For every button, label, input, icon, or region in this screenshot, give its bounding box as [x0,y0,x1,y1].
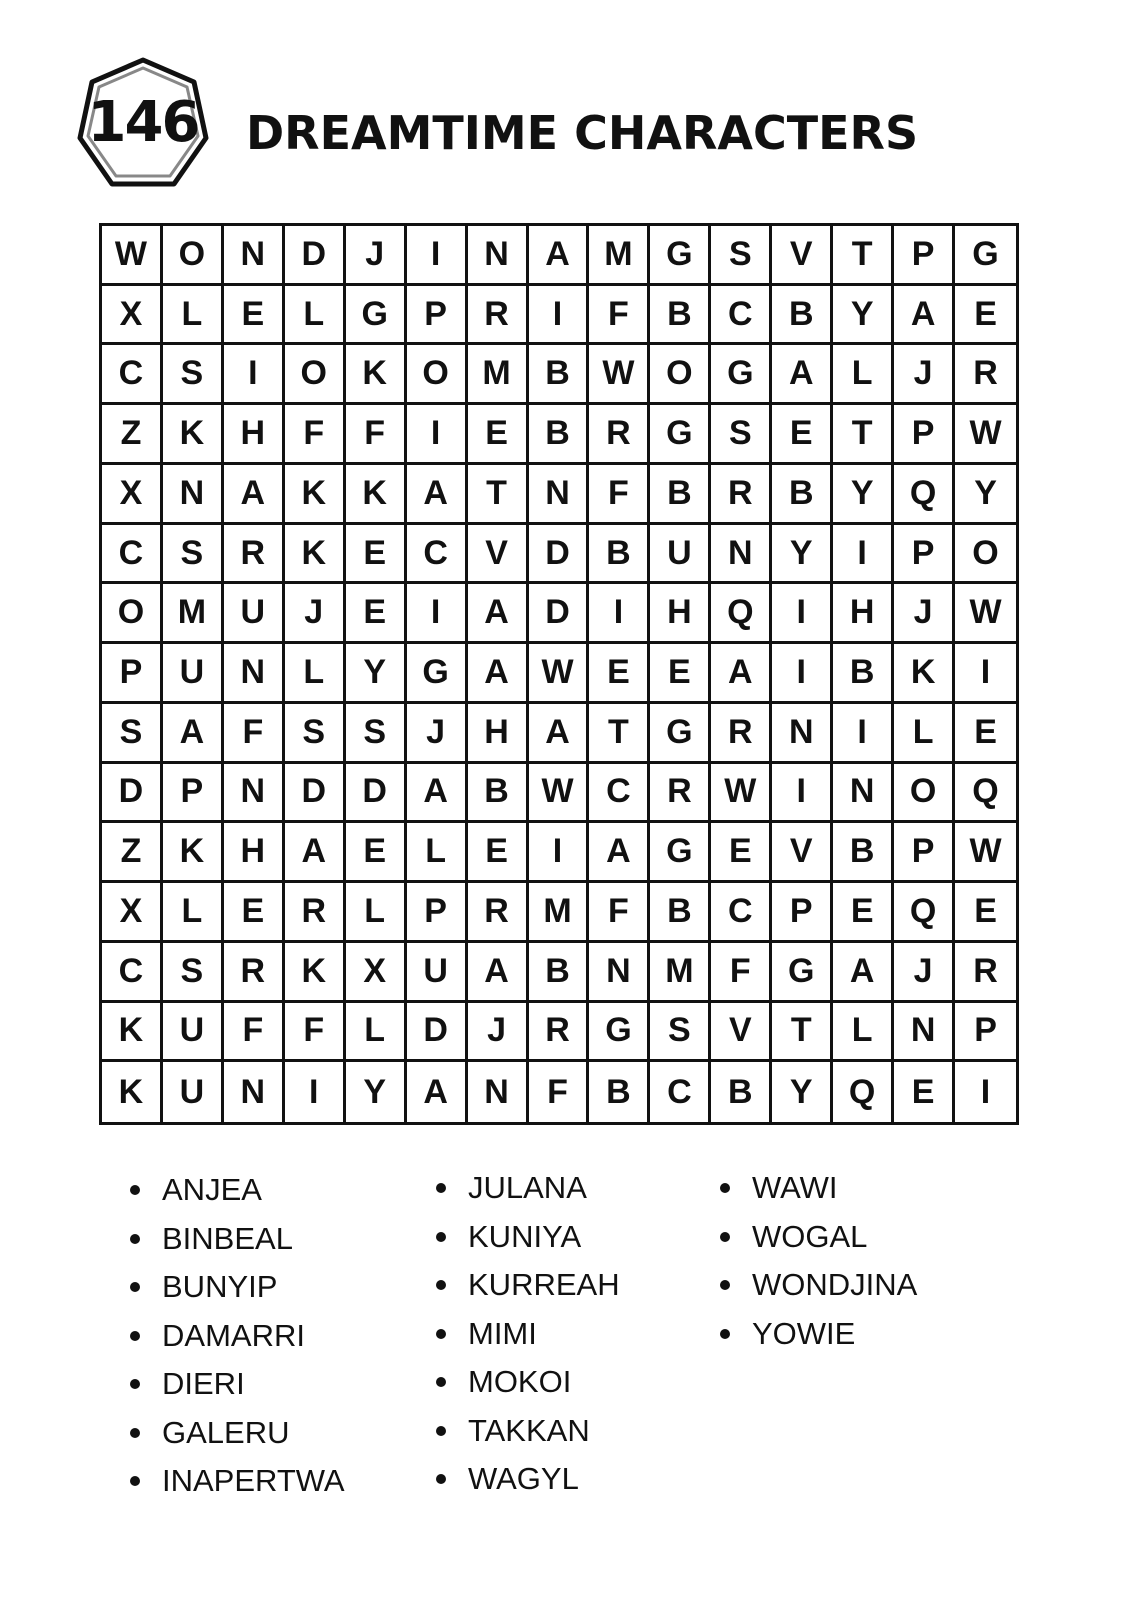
grid-cell[interactable]: E [955,883,1016,943]
bullet-icon [130,1234,140,1244]
puzzle-number: 146 [87,90,199,155]
grid-cell[interactable]: R [955,943,1016,1003]
grid-cell[interactable]: I [589,584,650,644]
grid-cell[interactable]: B [650,883,711,943]
grid-cell[interactable]: K [285,525,346,585]
grid-cell[interactable]: J [468,1003,529,1063]
bullet-icon [720,1280,730,1290]
grid-cell[interactable]: J [285,584,346,644]
grid-cell[interactable]: X [346,943,407,1003]
grid-cell[interactable]: D [529,584,590,644]
grid-cell[interactable]: A [163,704,224,764]
grid-cell[interactable]: N [589,943,650,1003]
word-list-item [432,1261,620,1310]
grid-cell[interactable]: A [224,465,285,525]
grid-cell[interactable]: B [589,1062,650,1122]
grid-cell[interactable]: Q [955,764,1016,824]
bullet-icon [130,1476,140,1486]
grid-cell[interactable]: A [529,704,590,764]
grid-cell[interactable]: G [346,286,407,346]
grid-cell[interactable]: M [468,345,529,405]
grid-cell[interactable]: V [772,226,833,286]
grid-cell[interactable]: Y [955,465,1016,525]
word-label: KUNIYA [468,1218,582,1254]
grid-cell[interactable]: M [650,943,711,1003]
grid-cell[interactable]: I [407,226,468,286]
grid-cell[interactable]: P [955,1003,1016,1063]
grid-cell[interactable]: Q [833,1062,894,1122]
grid-cell[interactable]: H [833,584,894,644]
grid-cell[interactable]: Y [772,525,833,585]
word-list-item [126,1360,345,1409]
grid-cell[interactable]: L [163,883,224,943]
grid-cell[interactable]: Y [346,1062,407,1122]
grid-cell[interactable]: I [407,584,468,644]
grid-cell[interactable]: G [772,943,833,1003]
grid-cell[interactable]: R [955,345,1016,405]
grid-cell[interactable]: J [894,584,955,644]
grid-cell[interactable]: E [224,883,285,943]
grid-cell[interactable]: E [346,584,407,644]
word-list-item [126,1409,345,1458]
grid-cell[interactable]: A [407,1062,468,1122]
bullet-icon [436,1474,446,1484]
grid-cell[interactable]: K [346,465,407,525]
grid-cell[interactable]: W [529,644,590,704]
grid-cell[interactable]: K [285,943,346,1003]
grid-cell[interactable]: V [468,525,529,585]
grid-cell[interactable]: F [285,405,346,465]
grid-cell[interactable]: K [894,644,955,704]
grid-cell[interactable]: O [163,226,224,286]
grid-cell[interactable]: P [407,883,468,943]
grid-cell[interactable]: G [711,345,772,405]
grid-cell[interactable]: D [407,1003,468,1063]
grid-cell[interactable]: B [529,943,590,1003]
grid-cell[interactable]: X [102,883,163,943]
grid-cell[interactable]: N [163,465,224,525]
grid-cell[interactable]: V [711,1003,772,1063]
grid-cell[interactable]: O [407,345,468,405]
bullet-icon [130,1379,140,1389]
bullet-icon [130,1331,140,1341]
grid-cell[interactable]: F [285,1003,346,1063]
word-search-grid [99,223,1019,1125]
grid-cell[interactable]: W [955,584,1016,644]
grid-cell[interactable]: C [711,286,772,346]
grid-cell[interactable]: T [772,1003,833,1063]
word-list [126,1166,1026,1506]
grid-cell[interactable]: I [224,345,285,405]
grid-cell[interactable]: R [529,1003,590,1063]
grid-cell[interactable]: Z [102,405,163,465]
grid-cell[interactable]: P [894,405,955,465]
grid-cell[interactable]: P [894,525,955,585]
grid-cell[interactable]: S [711,226,772,286]
grid-cell[interactable]: N [711,525,772,585]
word-list-item [126,1457,345,1506]
grid-cell[interactable]: J [346,226,407,286]
bullet-icon [720,1329,730,1339]
word-label: INAPERTWA [162,1463,345,1499]
word-list-item [432,1310,620,1359]
word-label: WAGYL [468,1461,579,1497]
grid-cell[interactable]: E [650,644,711,704]
grid-cell[interactable]: B [833,644,894,704]
bullet-icon [130,1185,140,1195]
grid-cell[interactable]: E [589,644,650,704]
grid-cell[interactable]: T [589,704,650,764]
grid-cell[interactable]: G [650,704,711,764]
puzzle-number-badge [76,56,210,194]
grid-cell[interactable]: L [163,286,224,346]
grid-cell[interactable]: E [346,823,407,883]
grid-cell[interactable]: H [224,405,285,465]
bullet-icon [130,1428,140,1438]
word-label: GALERU [162,1414,290,1450]
grid-cell[interactable]: P [102,644,163,704]
puzzle-title: DREAMTIME CHARACTERS [246,106,919,160]
grid-cell[interactable]: O [650,345,711,405]
grid-cell[interactable]: G [589,1003,650,1063]
word-label: WOGAL [752,1218,868,1254]
grid-cell[interactable]: E [955,286,1016,346]
grid-cell[interactable]: C [102,345,163,405]
word-list-item [432,1358,620,1407]
word-label: KURREAH [468,1267,620,1303]
grid-cell[interactable]: B [772,286,833,346]
grid-cell[interactable]: R [468,286,529,346]
grid-cell[interactable]: B [650,286,711,346]
grid-cell[interactable]: U [224,584,285,644]
grid-cell[interactable]: R [589,405,650,465]
grid-cell[interactable]: A [529,226,590,286]
grid-cell[interactable]: W [711,764,772,824]
grid-cell[interactable]: S [711,405,772,465]
grid-cell[interactable]: W [589,345,650,405]
grid-cell[interactable]: I [529,286,590,346]
grid-cell[interactable]: Y [346,644,407,704]
grid-cell[interactable]: E [468,405,529,465]
word-label: MIMI [468,1315,537,1351]
grid-cell[interactable]: L [285,644,346,704]
grid-cell[interactable]: F [346,405,407,465]
grid-cell[interactable]: U [407,943,468,1003]
grid-cell[interactable]: A [833,943,894,1003]
grid-cell[interactable]: S [163,345,224,405]
grid-cell[interactable]: N [529,465,590,525]
grid-cell[interactable]: L [346,883,407,943]
grid-cell[interactable]: L [894,704,955,764]
grid-cell[interactable]: U [163,1062,224,1122]
grid-cell[interactable]: R [650,764,711,824]
grid-cell[interactable]: H [650,584,711,644]
grid-cell[interactable]: F [589,883,650,943]
grid-cell[interactable]: A [772,345,833,405]
word-list-column-2 [432,1164,620,1504]
grid-cell[interactable]: B [650,465,711,525]
bullet-icon [436,1232,446,1242]
grid-cell[interactable]: V [772,823,833,883]
grid-cell[interactable]: P [772,883,833,943]
grid-cell[interactable]: A [407,465,468,525]
grid-cell[interactable]: W [102,226,163,286]
word-label: WAWI [752,1170,838,1206]
grid-cell[interactable]: O [894,764,955,824]
word-list-item [716,1164,917,1213]
grid-cell[interactable]: C [407,525,468,585]
grid-cell[interactable]: L [833,345,894,405]
word-list-column-3 [716,1164,917,1358]
grid-cell[interactable]: D [285,226,346,286]
grid-cell[interactable]: G [407,644,468,704]
grid-cell[interactable]: K [285,465,346,525]
grid-cell[interactable]: I [407,405,468,465]
grid-cell[interactable]: J [407,704,468,764]
grid-cell[interactable]: Y [833,465,894,525]
grid-cell[interactable]: R [711,465,772,525]
grid-cell[interactable]: N [772,704,833,764]
grid-cell[interactable]: F [589,465,650,525]
word-list-item [126,1166,345,1215]
word-label: JULANA [468,1170,587,1206]
word-label: DAMARRI [162,1317,305,1353]
grid-cell[interactable]: H [224,823,285,883]
grid-cell[interactable]: C [589,764,650,824]
grid-cell[interactable]: N [894,1003,955,1063]
grid-cell[interactable]: B [772,465,833,525]
grid-cell[interactable]: U [650,525,711,585]
bullet-icon [720,1232,730,1242]
bullet-icon [436,1183,446,1193]
grid-cell[interactable]: I [980,1072,991,1111]
grid-cell[interactable]: C [650,1062,711,1122]
grid-cell[interactable]: K [102,1003,163,1063]
grid-cell[interactable]: N [224,644,285,704]
word-label: MOKOI [468,1364,572,1400]
grid-cell[interactable]: Q [711,584,772,644]
grid-cell[interactable]: E [711,823,772,883]
word-label: TAKKAN [468,1412,590,1448]
grid-cell[interactable]: Q [894,883,955,943]
grid-cell[interactable]: Y [772,1062,833,1122]
grid-cell[interactable]: N [224,226,285,286]
bullet-icon [720,1183,730,1193]
grid-cell[interactable]: L [833,1003,894,1063]
grid-cell[interactable]: A [589,823,650,883]
grid-cell[interactable]: M [529,883,590,943]
grid-cell[interactable]: I [955,644,1016,704]
grid-cell[interactable]: F [529,1062,590,1122]
grid-cell[interactable]: S [346,704,407,764]
grid-cell[interactable]: B [529,405,590,465]
word-list-item [126,1215,345,1264]
grid-cell[interactable]: N [833,764,894,824]
grid-cell[interactable]: W [529,764,590,824]
grid-cell[interactable]: U [163,1003,224,1063]
grid-cell[interactable]: R [285,883,346,943]
word-label: YOWIE [752,1315,856,1351]
grid-cell[interactable]: T [468,465,529,525]
grid-cell[interactable]: C [102,943,163,1003]
grid-cell[interactable]: L [285,286,346,346]
grid-cell[interactable]: R [224,525,285,585]
grid-cell[interactable]: S [163,943,224,1003]
grid-cell[interactable]: T [833,226,894,286]
grid-cell[interactable]: G [650,226,711,286]
word-list-item [716,1261,917,1310]
bullet-icon [130,1282,140,1292]
grid-cell[interactable]: B [468,764,529,824]
grid-cell[interactable]: R [711,704,772,764]
grid-cell[interactable]: K [163,823,224,883]
grid-cell[interactable]: M [589,226,650,286]
grid-cell[interactable]: E [224,286,285,346]
grid-cell[interactable]: C [102,525,163,585]
grid-cell[interactable]: L [407,823,468,883]
grid-cell[interactable]: E [468,823,529,883]
grid-cell[interactable]: N [224,1062,285,1122]
grid-cell[interactable]: X [102,465,163,525]
grid-cell[interactable]: B [833,823,894,883]
word-list-item [432,1455,620,1504]
grid-cell[interactable]: G [650,823,711,883]
grid-cell[interactable]: D [529,525,590,585]
grid-cell[interactable]: S [163,525,224,585]
grid-cell[interactable]: M [163,584,224,644]
grid-cell[interactable]: Q [894,465,955,525]
grid-cell[interactable]: I [529,823,590,883]
grid-cell[interactable]: L [346,1003,407,1063]
grid-cell[interactable]: E [955,704,1016,764]
grid-cell[interactable]: C [711,883,772,943]
grid-cell[interactable]: A [468,644,529,704]
grid-cell[interactable]: E [346,525,407,585]
grid-cell[interactable]: E [894,1062,955,1122]
grid-cell[interactable]: B [529,345,590,405]
grid-cell[interactable]: D [346,764,407,824]
grid-cell[interactable]: I [833,704,894,764]
word-label: BUNYIP [162,1269,278,1305]
grid-cell[interactable]: A [894,286,955,346]
bullet-icon [436,1426,446,1436]
grid-cell[interactable]: K [163,405,224,465]
grid-cell[interactable]: F [589,286,650,346]
word-list-item [432,1213,620,1262]
grid-cell[interactable]: S [650,1003,711,1063]
grid-cell[interactable]: O [955,525,1016,585]
word-list-item [716,1310,917,1359]
grid-cell[interactable]: J [894,345,955,405]
word-list-column-1 [126,1166,345,1506]
grid-cell[interactable]: A [285,823,346,883]
grid-cell[interactable]: J [894,943,955,1003]
grid-cell[interactable]: X [102,286,163,346]
word-label: BINBEAL [162,1220,293,1256]
word-label: WONDJINA [752,1267,918,1303]
grid-cell[interactable]: F [711,943,772,1003]
grid-cell[interactable]: A [468,943,529,1003]
grid-cell[interactable]: R [468,883,529,943]
bullet-icon [436,1329,446,1339]
grid-cell[interactable]: P [407,286,468,346]
grid-cell[interactable]: A [407,764,468,824]
grid-cell[interactable]: R [224,943,285,1003]
word-label: DIERI [162,1366,245,1402]
grid-cell[interactable]: N [224,764,285,824]
word-list-item [432,1164,620,1213]
grid-cell[interactable]: A [468,584,529,644]
grid-cell[interactable]: K [102,1062,163,1122]
bullet-icon [436,1377,446,1387]
grid-cell[interactable]: I [833,525,894,585]
grid-cell[interactable]: B [711,1062,772,1122]
grid-cell[interactable]: I [285,1062,346,1122]
grid-cell[interactable]: P [894,226,955,286]
grid-cell[interactable]: I [772,764,833,824]
word-list-item [432,1407,620,1456]
bullet-icon [436,1280,446,1290]
word-label: ANJEA [162,1172,262,1208]
grid-cell[interactable]: D [285,764,346,824]
grid-cell[interactable]: E [772,405,833,465]
grid-cell[interactable]: W [955,405,1016,465]
grid-cell[interactable]: O [102,584,163,644]
grid-cell[interactable]: W [955,823,1016,883]
grid-cell[interactable]: U [163,644,224,704]
grid-cell[interactable]: A [711,644,772,704]
grid-cell[interactable]: I [772,584,833,644]
grid-cell[interactable]: F [224,1003,285,1063]
grid-cell[interactable]: H [468,704,529,764]
grid-cell[interactable]: N [468,1062,529,1122]
word-list-item [126,1312,345,1361]
grid-cell[interactable]: G [955,226,1016,286]
grid-cell[interactable]: N [468,226,529,286]
grid-cell[interactable]: F [224,704,285,764]
grid-cell[interactable]: Y [833,286,894,346]
grid-cell[interactable]: B [589,525,650,585]
word-list-item [716,1213,917,1262]
grid-cell[interactable]: D [102,764,163,824]
grid-cell[interactable]: K [346,345,407,405]
grid-cell[interactable]: S [102,704,163,764]
grid-cell[interactable]: P [894,823,955,883]
grid-cell[interactable]: E [833,883,894,943]
word-list-item [126,1263,345,1312]
grid-cell[interactable]: I [772,644,833,704]
grid-cell[interactable]: Z [102,823,163,883]
grid-cell[interactable]: T [833,405,894,465]
grid-cell[interactable]: S [285,704,346,764]
grid-cell[interactable]: G [650,405,711,465]
grid-cell[interactable]: P [163,764,224,824]
grid-cell[interactable]: O [285,345,346,405]
